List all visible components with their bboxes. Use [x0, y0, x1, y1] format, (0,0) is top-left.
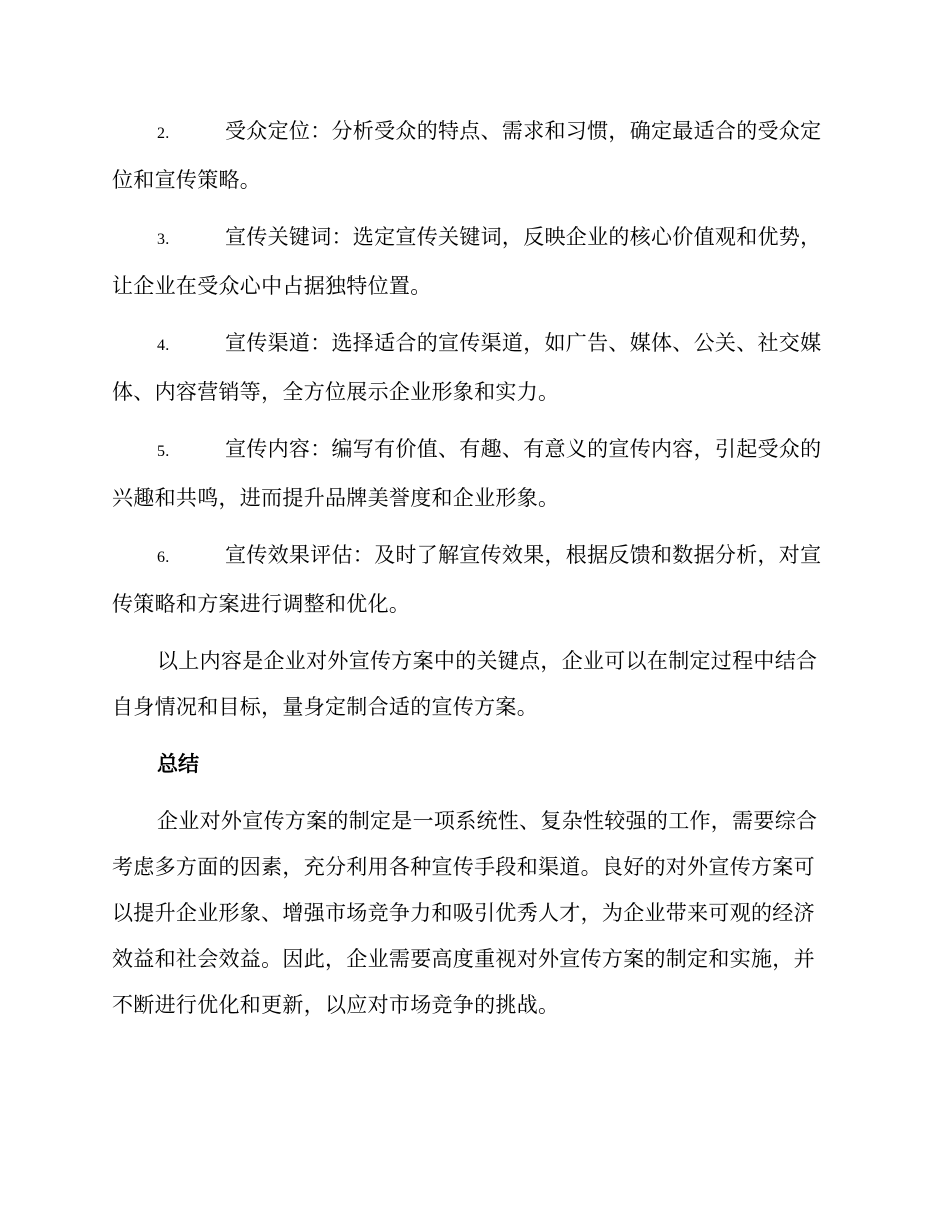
list-item-2	[112, 108, 832, 203]
list-number: 5.	[157, 443, 170, 460]
list-item-6	[112, 532, 832, 627]
list-number: 3.	[157, 231, 170, 248]
list-number: 6.	[157, 549, 170, 566]
summary-paragraph: 企业对外宣传方案的制定是一项系统性、复杂性较强的工作，需要综合考虑多方面的因素，充分利用各种宣传手段和渠道。良好的对外宣传方案可以提升企业形象、增强市场竞争力和吸引优秀人才，为企业带来可观的经济效益和社会效益。因此，企业需要高度重视对外宣传方案的制定和实施，并不断进行优化和更新，以应对市场竞争的挑战。	[112, 809, 818, 1017]
list-text: 宣传关键词：选定宣传关键词，反映企业的核心价值观和优势，让企业在受众心中占据独特位置。	[112, 225, 822, 298]
list-item-3	[112, 214, 832, 309]
list-text: 宣传内容：编写有价值、有趣、有意义的宣传内容，引起受众的兴趣和共鸣，进而提升品牌美誉度和企业形象。	[112, 437, 822, 510]
summary-heading: 总结	[157, 752, 199, 776]
list-number: 2.	[157, 125, 170, 142]
list-number: 4.	[157, 337, 170, 354]
list-text: 宣传效果评估：及时了解宣传效果，根据反馈和数据分析，对宣传策略和方案进行调整和优化。	[112, 543, 822, 616]
list-text: 受众定位：分析受众的特点、需求和习惯，确定最适合的受众定位和宣传策略。	[112, 119, 822, 192]
list-text: 宣传渠道：选择适合的宣传渠道，如广告、媒体、公关、社交媒体、内容营销等，全方位展示企业形象和实力。	[112, 331, 822, 404]
intro-paragraph: 以上内容是企业对外宣传方案中的关键点，企业可以在制定过程中结合自身情况和目标，量身定制合适的宣传方案。	[112, 649, 818, 719]
document-body	[112, 108, 832, 1039]
list-item-4	[112, 320, 832, 415]
list-item-5	[112, 426, 832, 521]
